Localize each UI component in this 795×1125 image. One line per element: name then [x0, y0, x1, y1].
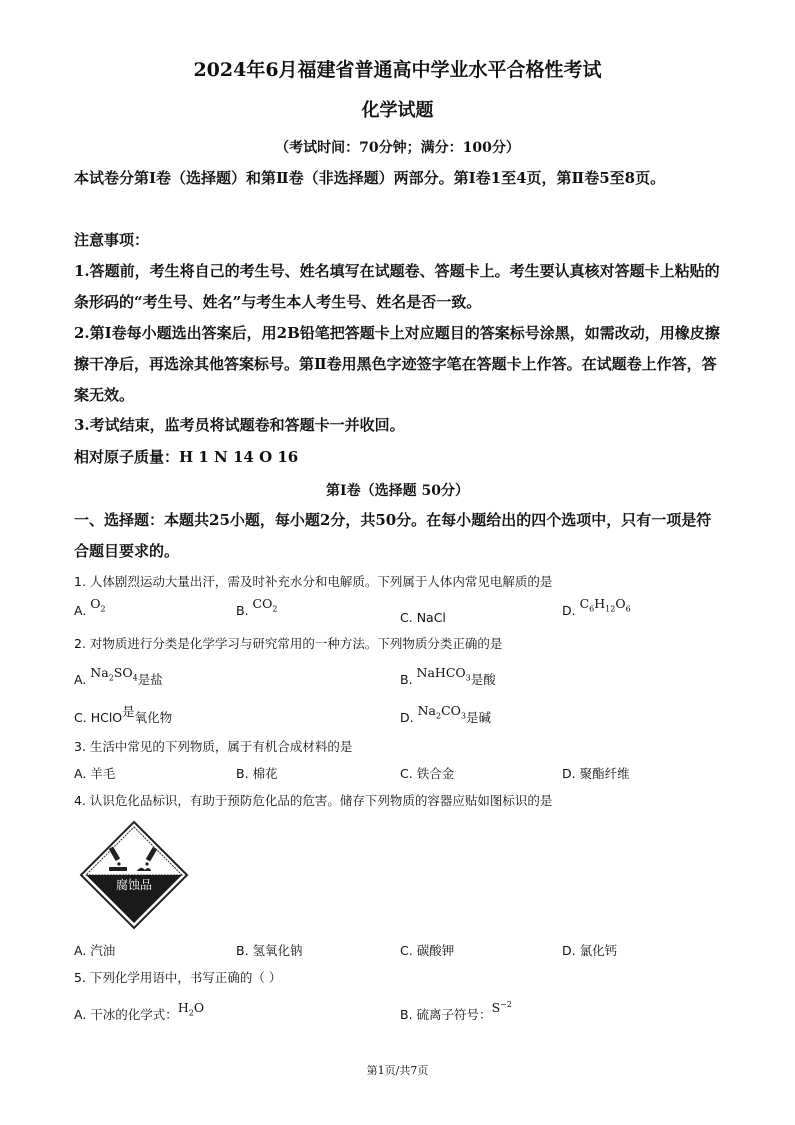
option-suffix-2: 氧化物 [134, 710, 173, 725]
formula: NaHCO$_3$ [416, 665, 471, 683]
option-label: C. [400, 610, 413, 625]
question-3-option-a[interactable]: A. 羊毛 [74, 766, 116, 781]
question-4-option-c[interactable]: C. 碳酸钾 [400, 943, 455, 958]
hazard-label: 腐蚀品 [115, 878, 152, 892]
question-4-option-d[interactable]: D. 氯化钙 [562, 943, 618, 958]
formula: $Na_2SO_4$ [90, 665, 138, 683]
notes-heading: 注意事项： [74, 231, 150, 249]
option-suffix: 是碱 [465, 710, 491, 725]
note-1: 1.答题前，考生将自己的考生号、姓名填写在试题卷、答题卡上。考生要认真核对答题卡上粘贴的条形码的“考生号、姓名”与考生本人考生号、姓名是否一致。 [74, 262, 720, 311]
option-suffix: 是 [122, 704, 135, 719]
question-2-option-b[interactable] [400, 665, 496, 690]
corroded-surface [109, 867, 127, 871]
section-instruction: 一、选择题：本题共25小题，每小题2分，共50分。在每小题给出的四个选项中，只有一项是符合题目要求的。 [74, 511, 712, 560]
exam-info: （考试时间：70分钟；满分：100分） [275, 140, 520, 156]
option-suffix: 是盐 [137, 672, 163, 687]
question-4-stem: 4. 认识危化品标识，有助于预防危化品的危害。储存下列物质的容器应贴如图标识的是 [74, 793, 553, 808]
atomic-mass: 相对原子质量：H 1 N 14 O 16 [74, 448, 299, 466]
option-text: NaCl [416, 610, 446, 625]
hazard-upper [86, 827, 182, 875]
question-4-option-a[interactable]: A. 汽油 [74, 943, 116, 958]
option-label: D. [562, 603, 576, 618]
formula: $CO_2$ [252, 596, 278, 614]
question-1-option-a[interactable] [74, 596, 106, 621]
option-text: 干冰的化学式： [90, 1007, 178, 1022]
corrosive-hazard-icon [79, 820, 189, 930]
question-5-stem: 5. 下列化学用语中，书写正确的（ ） [74, 970, 282, 985]
exam-title: 2024年6月福建省普通高中学业水平合格性考试 [193, 59, 602, 81]
question-3-stem: 3. 生活中常见的下列物质，属于有机合成材料的是 [74, 739, 353, 754]
option-label: A. [74, 603, 87, 618]
option-label: D. [400, 710, 414, 725]
corrosive-hazard-sign [79, 820, 189, 930]
note-3: 3.考试结束，监考员将试题卷和答题卡一并收回。 [74, 416, 405, 434]
option-text: HClO [90, 710, 123, 725]
question-1-stem: 1. 人体剧烈运动大量出汗，需及时补充水分和电解质。下列属于人体内常见电解质的是 [74, 574, 553, 589]
formula: $O_2$ [90, 596, 106, 614]
question-2-option-a[interactable] [74, 665, 163, 690]
question-3-option-d[interactable]: D. 聚酯纤维 [562, 766, 630, 781]
question-5-option-a[interactable]: A. 干冰的化学式：$H_2O$ [74, 1000, 205, 1022]
formula: $Na_2CO_3$ [417, 703, 466, 721]
question-2-option-c[interactable] [74, 704, 173, 726]
formula: $S^{-2}$ [491, 999, 512, 1015]
question-3-option-b[interactable]: B. 棉花 [236, 766, 278, 781]
option-label: B. [400, 672, 413, 687]
option-suffix: 是酸 [470, 672, 496, 687]
formula: $H_2O$ [177, 1000, 205, 1018]
note-2: 2.第Ⅰ卷每小题选出答案后，用2B铅笔把答题卡上对应题目的答案标号涂黑，如需改动，用橡皮擦擦干净后，再选涂其他答案标号。第Ⅱ卷用黑色字迹签字笔在答题卡上作答。在试题卷上作答，答案无效。 [74, 324, 720, 404]
section-title: 第Ⅰ卷（选择题 50分） [326, 483, 469, 499]
question-2-stem: 2. 对物质进行分类是化学学习与研究常用的一种方法。下列物质分类正确的是 [74, 636, 503, 651]
subject-title: 化学试题 [361, 100, 434, 121]
question-3-option-c[interactable]: C. 铁合金 [400, 766, 455, 781]
option-label: A. [74, 672, 87, 687]
question-1-option-b[interactable] [236, 596, 278, 621]
question-1-option-d[interactable] [562, 596, 631, 621]
question-2-option-d[interactable] [400, 703, 491, 728]
question-5-option-b[interactable]: B. 硫离子符号：$S^{-2}$ [400, 999, 512, 1022]
formula: $C_6H_{12}O_6$ [579, 596, 631, 614]
question-4-option-b[interactable]: B. 氢氧化钠 [236, 943, 303, 958]
question-1-option-c[interactable] [400, 610, 446, 625]
paper-structure: 本试卷分第Ⅰ卷（选择题）和第Ⅱ卷（非选择题）两部分。第Ⅰ卷1至4页，第Ⅱ卷5至8页。 [74, 169, 666, 187]
option-label: C. [74, 710, 87, 725]
page-footer: 第1页/共7页 [366, 1064, 429, 1077]
option-label: B. [236, 603, 249, 618]
option-text: 硫离子符号： [416, 1007, 492, 1022]
